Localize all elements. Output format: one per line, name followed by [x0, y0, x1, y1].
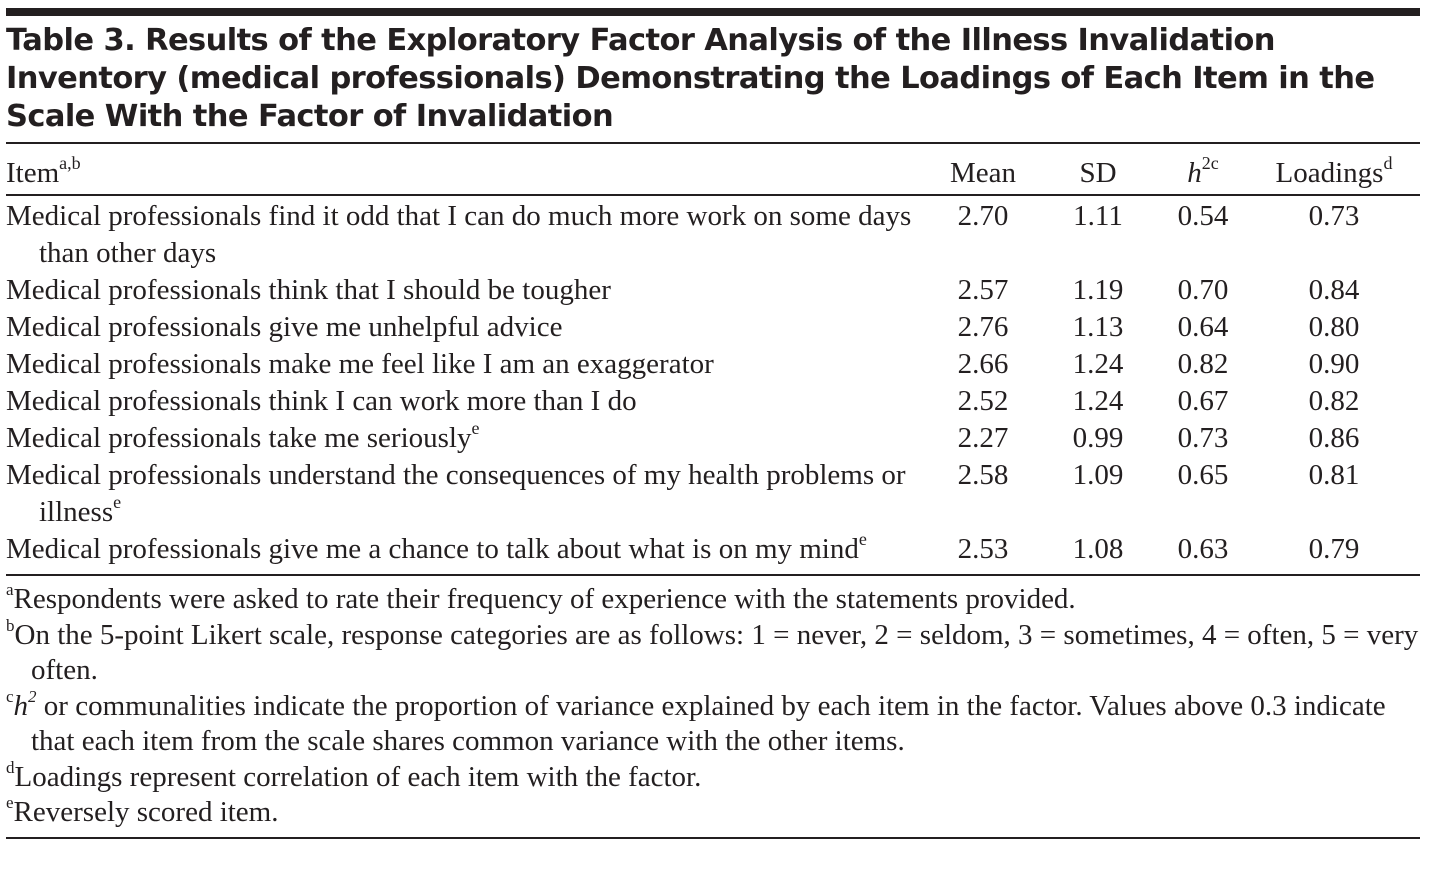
- loading-cell: 0.79: [1308, 533, 1360, 565]
- item-text: Medical professionals find it odd that I can do much more work on some days than other days: [6, 200, 912, 269]
- header-sd: SD: [1079, 157, 1117, 189]
- footnote-c: [6, 686, 1420, 760]
- table-row: [6, 383, 1420, 420]
- item-cell: [6, 531, 928, 568]
- sd-cell: 1.19: [1072, 274, 1124, 306]
- footnote-mark: d: [6, 757, 15, 777]
- h2-cell: 0.64: [1177, 311, 1229, 343]
- mean-cell: 2.57: [957, 274, 1009, 306]
- bottom-rule: [6, 837, 1420, 839]
- footnote-e: [6, 795, 1420, 831]
- sd-cell: 1.24: [1072, 348, 1124, 380]
- item-cell: [6, 383, 928, 420]
- footnote-a: [6, 582, 1420, 618]
- footnote-lead-sup: 2: [28, 686, 37, 706]
- item-cell: [6, 309, 928, 346]
- header-loadings: Loadings$^d$: [1275, 153, 1393, 189]
- mean-cell: 2.58: [957, 459, 1009, 491]
- item-cell: [6, 195, 928, 272]
- item-text: Medical professionals understand the consequences of my health problems or illness: [6, 459, 906, 528]
- mean-cell: 2.52: [957, 385, 1009, 417]
- header-h2: $h^{2c}$: [1187, 153, 1219, 189]
- item-cell: [6, 346, 928, 383]
- table-row: [6, 272, 1420, 309]
- loading-cell: 0.86: [1308, 422, 1360, 454]
- loading-cell: 0.73: [1308, 200, 1360, 232]
- header-mean: Mean: [949, 157, 1017, 189]
- table-row: [6, 531, 1420, 568]
- results-table: [6, 144, 1420, 568]
- item-text: Medical professionals think I can work more than I do: [6, 385, 637, 417]
- mean-cell: 2.76: [957, 311, 1009, 343]
- item-text: Medical professionals take me seriously: [6, 422, 472, 454]
- footnotes: [6, 576, 1420, 837]
- footnote-text: Respondents were asked to rate their frequency of experience with the statements provided.: [13, 583, 1076, 615]
- sd-cell: 1.13: [1072, 311, 1124, 343]
- footnote-text: Reversely scored item.: [13, 796, 279, 828]
- footnote-mark: c: [6, 686, 14, 706]
- footnote-text: Loadings represent correlation of each item with the factor.: [14, 760, 702, 793]
- h2-cell: 0.73: [1177, 422, 1229, 454]
- item-footnote-mark: e: [471, 418, 480, 439]
- table-row: [6, 420, 1420, 457]
- item-footnote-mark: e: [858, 529, 867, 550]
- table-row: [6, 457, 1420, 531]
- mean-cell: 2.53: [957, 533, 1009, 565]
- footnote-mark: a: [6, 580, 14, 600]
- footnote-d: [6, 757, 1420, 796]
- loading-cell: 0.90: [1308, 348, 1360, 380]
- table-row: [6, 309, 1420, 346]
- header-item: Item$^{a,b}$: [6, 153, 81, 189]
- loading-cell: 0.84: [1308, 274, 1360, 306]
- mean-cell: 2.66: [957, 348, 1009, 380]
- h2-cell: 0.82: [1177, 348, 1229, 380]
- h2-cell: 0.70: [1177, 274, 1229, 306]
- item-text: Medical professionals think that I should be tougher: [6, 274, 611, 306]
- mean-cell: 2.70: [957, 200, 1009, 232]
- h2-cell: 0.65: [1177, 459, 1229, 491]
- table-row: [6, 346, 1420, 383]
- item-text: Medical professionals give me unhelpful advice: [6, 311, 563, 343]
- item-footnote-mark: e: [113, 492, 122, 513]
- sd-cell: 0.99: [1072, 422, 1124, 454]
- h2-cell: 0.54: [1177, 200, 1229, 232]
- footnote-text: or communalities indicate the proportion of variance explained by each item in the factor. Values above 0.3 indicate that each item from the scale shares common variance with the other items.: [31, 689, 1386, 757]
- top-rule: [6, 8, 1420, 16]
- footnote-mark: b: [6, 615, 15, 635]
- sd-cell: 1.11: [1073, 200, 1123, 232]
- h2-cell: 0.67: [1177, 385, 1229, 417]
- h2-cell: 0.63: [1177, 533, 1229, 565]
- sd-cell: 1.24: [1072, 385, 1124, 417]
- header-row: [6, 144, 1420, 195]
- loading-cell: 0.82: [1308, 385, 1360, 417]
- footnote-mark: e: [6, 793, 14, 813]
- table-row: [6, 195, 1420, 272]
- item-text: Medical professionals give me a chance to talk about what is on my mind: [6, 533, 859, 565]
- sd-cell: 1.09: [1072, 459, 1124, 491]
- footnote-b: [6, 615, 1420, 689]
- footnote-text: On the 5-point Likert scale, response categories are as follows: 1 = never, 2 = seldom, 3 = sometimes, 4 = often, 5 = very often.: [14, 618, 1419, 686]
- item-cell: [6, 457, 928, 531]
- loading-cell: 0.81: [1308, 459, 1360, 491]
- item-text: Medical professionals make me feel like I am an exaggerator: [6, 348, 714, 380]
- mean-cell: 2.27: [957, 422, 1009, 454]
- sd-cell: 1.08: [1072, 533, 1124, 565]
- table-container: [6, 0, 1420, 839]
- loading-cell: 0.80: [1308, 311, 1360, 343]
- item-cell: [6, 272, 928, 309]
- table-title: Table 3. Results of the Exploratory Factor Analysis of the Illness Invalidation Inventory (medical professionals) Demonstrating the Loadings of Each Item in the Scale With the Factor of Invalidation: [6, 23, 1375, 134]
- footnote-lead: h: [13, 689, 29, 722]
- item-cell: [6, 420, 928, 457]
